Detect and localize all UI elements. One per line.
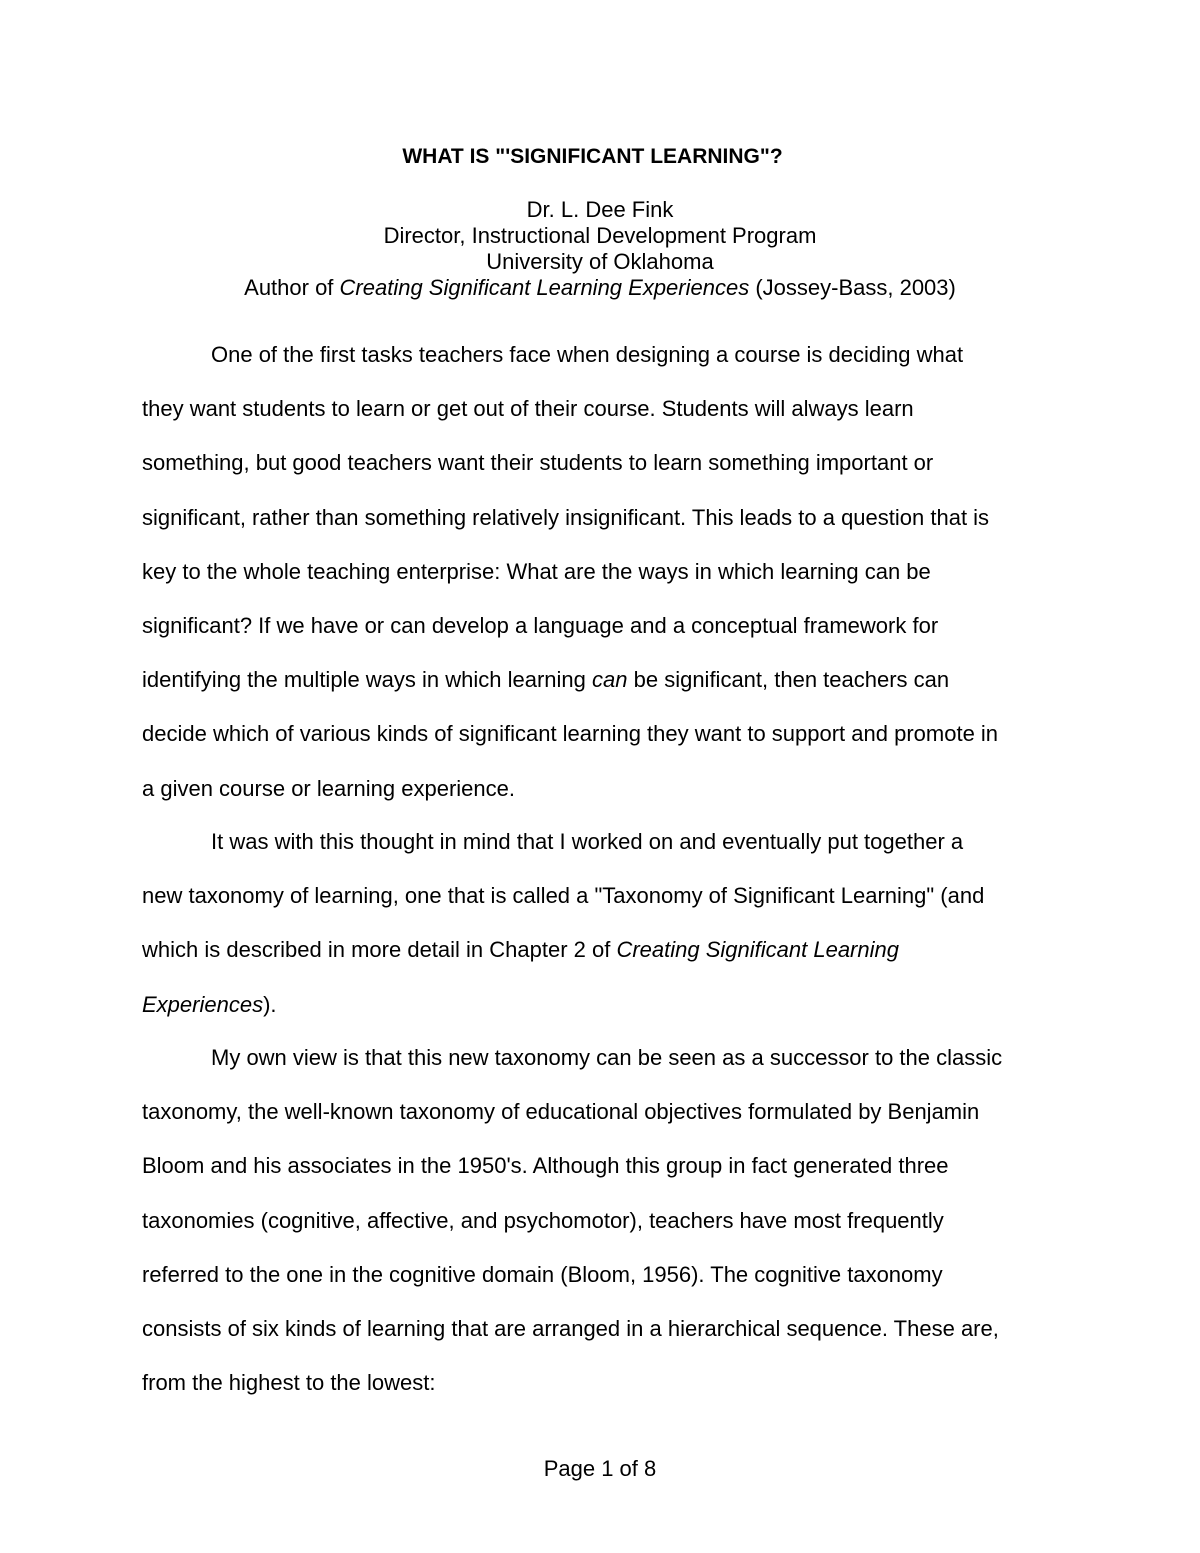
text-line: something, but good teachers want their students to learn something important or: [142, 450, 934, 476]
book-title-ref: Creating Significant Learning: [616, 937, 899, 963]
text-line: [142, 653, 1062, 707]
text-line: significant, rather than something relatively insignificant. This leads to a question that is: [142, 504, 990, 530]
author-book-line: [0, 275, 1200, 301]
document-title: WHAT IS "'SIGNIFICANT LEARNING"?: [402, 145, 783, 168]
text-line: referred to the one in the cognitive domain (Bloom, 1956). The cognitive taxonomy: [142, 1261, 943, 1287]
author-block: [0, 197, 1200, 301]
text-line: key to the whole teaching enterprise: What are the ways in which learning can be: [142, 558, 931, 584]
emphasis-text: can: [592, 667, 628, 693]
book-suffix: (Jossey-Bass, 2003): [749, 275, 956, 300]
book-title: Creating Significant Learning Experiences: [339, 275, 750, 300]
text-line: It was with this thought in mind that I worked on and eventually put together a: [211, 829, 964, 854]
paragraph-2: [142, 815, 1062, 1032]
text-line: significant? If we have or can develop a language and a conceptual framework for: [142, 612, 939, 638]
book-title-ref: Experiences: [142, 991, 264, 1017]
paragraph-1: [142, 328, 1062, 816]
author-name: Dr. L. Dee Fink: [526, 197, 674, 222]
text-line: My own view is that this new taxonomy can be seen as a successor to the classic: [211, 1045, 1003, 1070]
text-segment: identifying the multiple ways in which learning: [142, 667, 593, 693]
text-line: One of the first tasks teachers face when designing a course is deciding what: [211, 342, 964, 367]
text-line: [142, 978, 1062, 1032]
text-line: taxonomy, the well-known taxonomy of educational objectives formulated by Benjamin: [142, 1099, 980, 1125]
book-prefix: Author of: [244, 275, 340, 300]
text-line: taxonomies (cognitive, affective, and psychomotor), teachers have most frequently: [142, 1207, 944, 1233]
author-position: Director, Instructional Development Program: [383, 223, 817, 248]
text-line: a given course or learning experience.: [142, 775, 516, 801]
page-number: Page 1 of 8: [543, 1456, 657, 1481]
text-segment: which is described in more detail in Chapter 2 of: [142, 937, 617, 963]
text-line: [142, 923, 1062, 977]
text-segment: be significant, then teachers can: [627, 667, 950, 693]
text-line: consists of six kinds of learning that are arranged in a hierarchical sequence. These are,: [142, 1315, 999, 1341]
paragraph-3: [142, 1031, 1062, 1410]
text-line: new taxonomy of learning, one that is called a "Taxonomy of Significant Learning" (and: [142, 883, 985, 909]
text-line: from the highest to the lowest:: [142, 1370, 436, 1396]
text-line: they want students to learn or get out of their course. Students will always learn: [142, 396, 914, 422]
text-line: Bloom and his associates in the 1950's. Although this group in fact generated three: [142, 1153, 949, 1179]
text-segment: ).: [263, 991, 277, 1017]
author-institution: University of Oklahoma: [486, 249, 714, 274]
text-line: decide which of various kinds of significant learning they want to support and promote in: [142, 721, 999, 747]
